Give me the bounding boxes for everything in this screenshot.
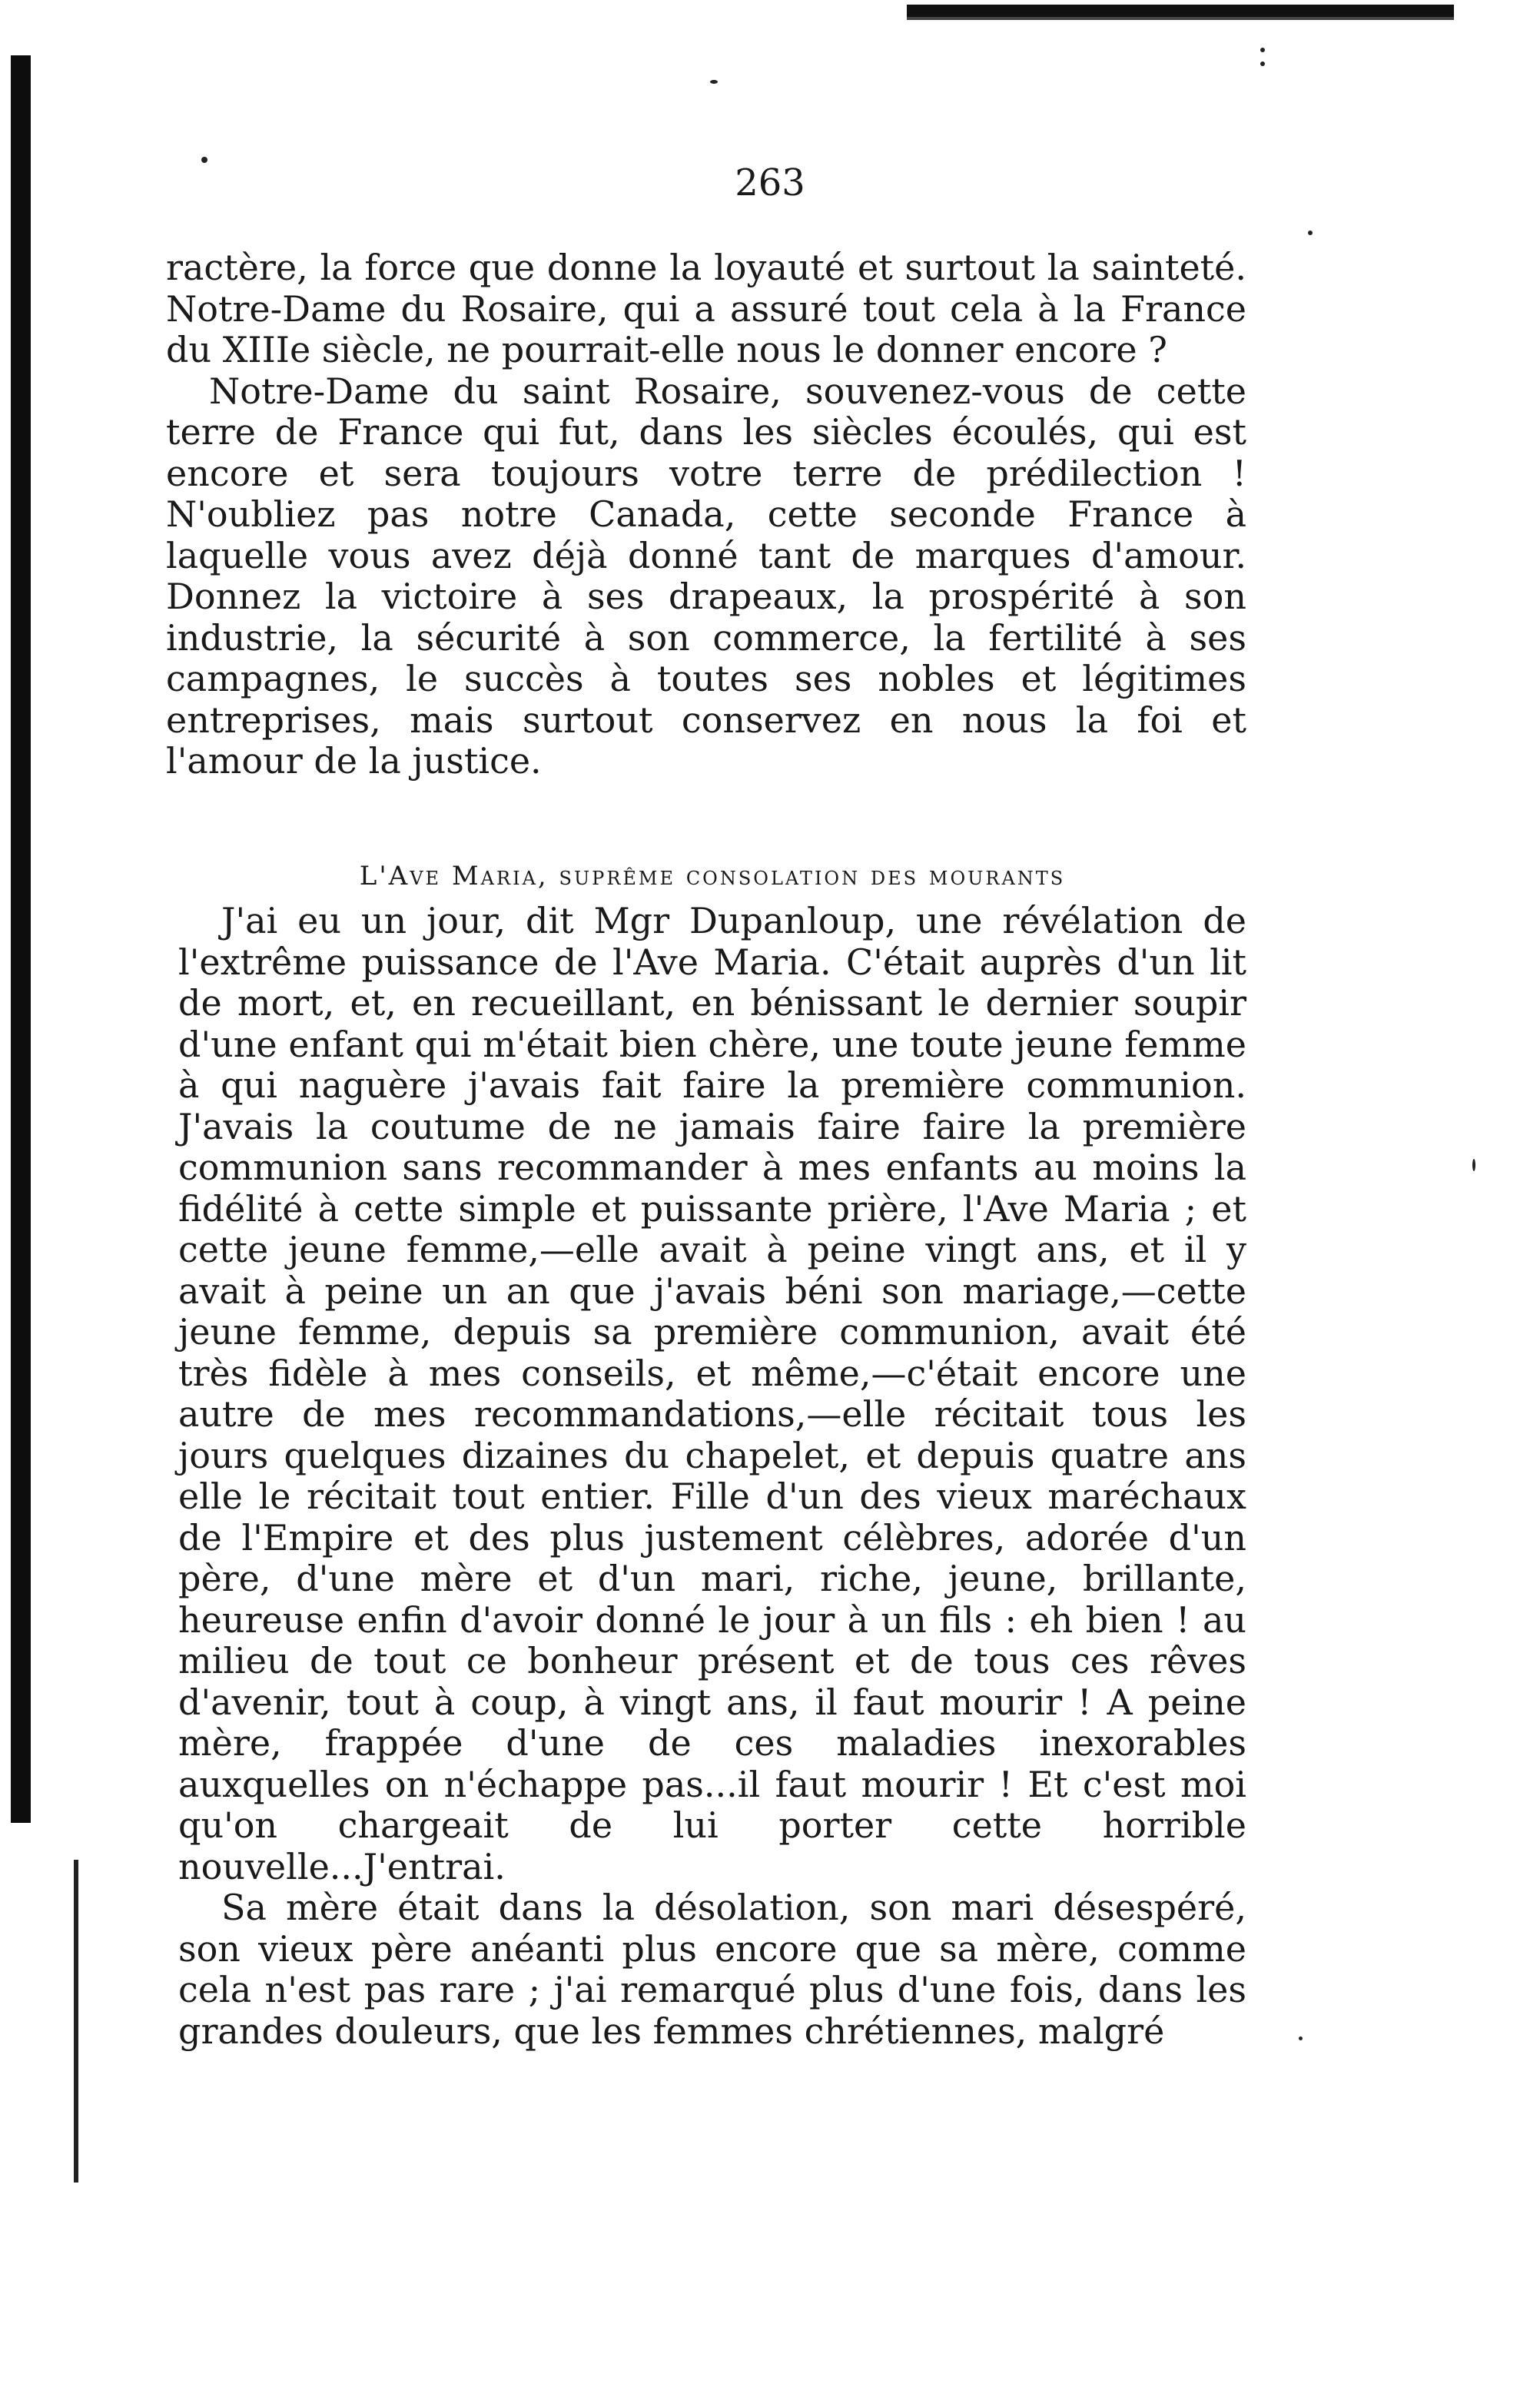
- scan-left-margin-line: [74, 1860, 78, 2183]
- scan-speck: [1472, 1159, 1475, 1171]
- body-text-bottom: [178, 901, 1246, 2052]
- paragraph: Sa mère était dans la désolation, son mari désespéré, son vieux père anéanti plus encore que sa mère, comme cela n'est pas rare ; j'ai remarqué plus d'une fois, dans les grandes douleurs, que les femmes chrétiennes, malgré: [178, 1887, 1246, 2052]
- scan-top-rule-shadow: [907, 17, 1454, 20]
- paragraph: ractère, la force que donne la loyauté et surtout la sainteté. Notre-Dame du Rosaire, qui a assuré tout cela à la France du XIIIe siècle, ne pourrait-elle nous le donner encore ?: [166, 247, 1246, 370]
- scan-speck: [1260, 48, 1265, 52]
- scan-speck: [1260, 61, 1265, 66]
- scan-speck: [710, 80, 718, 84]
- section-heading: L'Ave Maria, suprême consolation des mourants: [359, 861, 1066, 891]
- scan-left-margin-bar: [11, 55, 31, 1823]
- scan-speck: [1299, 2037, 1303, 2040]
- paragraph: J'ai eu un jour, dit Mgr Dupanloup, une révélation de l'extrême puissance de l'Ave Maria. C'était auprès d'un lit de mort, et, en recueillant, en bénissant le dernier soupir d'une enfant qui m'était bien chère, une toute jeune femme à qui naguère j'avais fait faire la première communion. J'avais la coutume de ne jamais faire faire la première communion sans recommander à mes enfants au moins la fidélité à cette simple et puissante prière, l'Ave Maria ; et cette jeune femme,—elle avait à peine vingt ans, et il y avait à peine un an que j'avais béni son mariage,—cette jeune femme, depuis sa première communion, avait été très fidèle à mes conseils, et même,—c'était encore une autre de mes recommandations,—elle récitait tous les jours quelques dizaines du chapelet, et depuis quatre ans elle le récitait tout entier. Fille d'un des vieux maréchaux de l'Empire et des plus justement célèbres, adorée d'un père, d'une mère et d'un mari, riche, jeune, brillante, heureuse enfin d'avoir donné le jour à un fils : eh bien ! au milieu de tout ce bonheur présent et de tous ces rêves d'avenir, tout à coup, à vingt ans, il faut mourir ! A peine mère, frappée d'une de ces maladies inexorables auxquelles on n'échappe pas...il faut mourir ! Et c'est moi qu'on chargeait de lui porter cette horrible nouvelle...J'entrai.: [178, 900, 1246, 1887]
- paragraph: Notre-Dame du saint Rosaire, souvenez-vous de cette terre de France qui fut, dans les siècles écoulés, qui est encore et sera toujours votre terre de prédilection ! N'oubliez pas notre Canada, cette seconde France à laquelle vous avez déjà donné tant de marques d'amour. Donnez la victoire à ses drapeaux, la prospérité à son industrie, la sécurité à son commerce, la fertilité à ses campagnes, le succès à toutes ses nobles et légitimes entreprises, mais surtout conservez en nous la foi et l'amour de la justice.: [166, 370, 1246, 782]
- body-text-top: [166, 247, 1246, 782]
- scan-speck: [1308, 231, 1313, 235]
- page-number: 263: [735, 161, 805, 204]
